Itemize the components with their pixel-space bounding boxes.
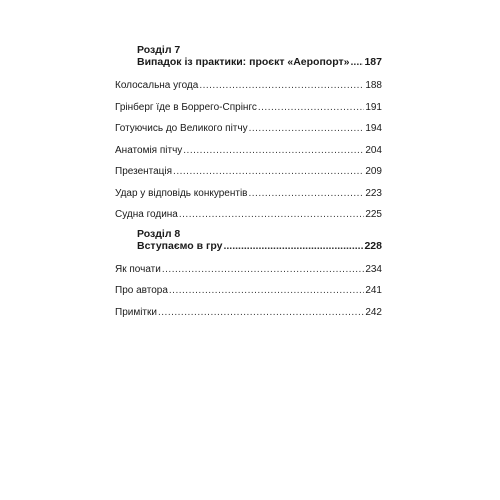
dot-leader — [258, 97, 364, 119]
toc-entry-title: Колосальна угода — [115, 80, 199, 91]
chapter-7-title: Випадок із практики: проєкт «Аеропорт» — [137, 56, 350, 68]
toc-entry[interactable] — [115, 183, 382, 205]
chapter-8-page: 228 — [364, 239, 382, 252]
toc-entry-page: 242 — [365, 306, 382, 318]
chapter-7-page: 187 — [364, 56, 382, 68]
chapter-8-heading — [137, 228, 382, 240]
toc-entry[interactable] — [115, 140, 382, 162]
toc-entry-page: 209 — [365, 166, 382, 177]
dot-leader — [249, 118, 365, 140]
toc-entry-title: Презентація — [115, 166, 173, 177]
toc-entry[interactable] — [115, 161, 382, 183]
chapter-7-label: Розділ 7 — [137, 44, 181, 56]
toc-entry-page: 188 — [365, 80, 382, 91]
dot-leader — [169, 280, 364, 302]
toc-entry[interactable] — [115, 280, 382, 302]
toc-entry-page: 234 — [365, 263, 382, 275]
toc-entry-title: Готуючись до Великого пітчу — [115, 123, 248, 134]
toc-entry-page: 204 — [365, 144, 382, 156]
chapter-8-title-row[interactable] — [137, 240, 382, 253]
chapter-8-title: Вступаємо в гру — [137, 239, 223, 252]
toc-entry[interactable] — [115, 204, 382, 226]
dot-leader — [350, 56, 363, 69]
toc-entry-title: Грінберг їде в Боррего-Спрінгс — [115, 101, 257, 113]
toc-entry-title: Як почати — [115, 263, 161, 275]
dot-leader — [183, 140, 364, 162]
chapter-8-label: Розділ 8 — [137, 227, 181, 240]
toc-entry[interactable] — [115, 75, 382, 97]
dot-leader — [199, 75, 364, 97]
dot-leader — [179, 204, 364, 226]
dot-leader — [162, 259, 364, 281]
toc-entry-title: Судна година — [115, 209, 178, 220]
toc-entry-title: Примітки — [115, 306, 157, 318]
dot-leader — [158, 302, 364, 324]
dot-leader — [249, 183, 365, 205]
chapter-7-title-row[interactable] — [137, 56, 382, 69]
toc-entry-page: 223 — [365, 187, 382, 199]
toc-entry[interactable] — [115, 97, 382, 119]
dot-leader — [173, 161, 364, 183]
chapter-7-heading — [137, 44, 382, 56]
dot-leader — [223, 240, 363, 253]
toc-entry[interactable] — [115, 259, 382, 281]
toc-entry[interactable] — [115, 302, 382, 324]
toc-entry-page: 225 — [365, 209, 382, 220]
toc-entry-title: Удар у відповідь конкурентів — [115, 187, 248, 199]
toc-entry-title: Анатомія пітчу — [115, 144, 183, 156]
toc-entry[interactable] — [115, 118, 382, 140]
toc-entry-page: 191 — [365, 101, 382, 113]
table-of-contents — [115, 44, 382, 323]
toc-entry-page: 241 — [365, 285, 382, 296]
toc-entry-page: 194 — [365, 123, 382, 134]
toc-entry-title: Про автора — [115, 285, 168, 296]
